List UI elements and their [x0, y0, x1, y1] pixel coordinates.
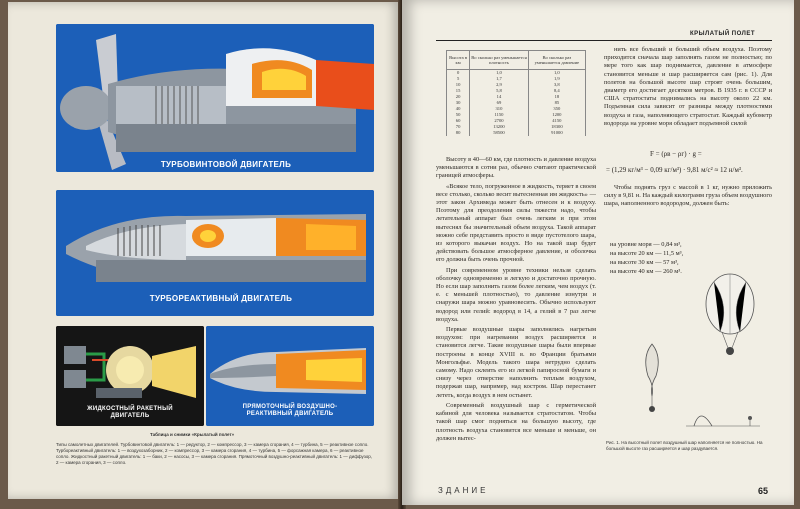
table-cell: 1,0: [470, 70, 529, 77]
table-cell: 0: [447, 70, 470, 77]
table-cell: 1,9: [528, 76, 585, 82]
table-cell: 18300: [528, 124, 585, 130]
text-column-1: [436, 156, 596, 484]
table-header: Во сколько раз уменьшается плотность: [470, 51, 529, 70]
table-cell: 350: [528, 106, 585, 112]
table-cell: 20: [447, 94, 470, 100]
table-cell: 15: [447, 88, 470, 94]
table-cell: 1200: [528, 112, 585, 118]
table-body: [447, 70, 586, 137]
page-number: 65: [758, 486, 769, 496]
list-item: на высоте 30 км — 57 м³,: [610, 259, 679, 266]
ground-balloon-icon: [686, 416, 760, 426]
text-column-2-continued: Чтобы поднять груз с массой в 1 кг, нужно приложить силу в 9,81 н. На каждый килограмм груза объем воздушного шара, наполненного водородом, должен быть:: [604, 184, 772, 208]
table-cell: 18: [528, 94, 585, 100]
turboprop-label: ТУРБОВИНТОВОЙ ДВИГАТЕЛЬ: [160, 160, 292, 169]
body-paragraph: Современный воздушный шар с герметической кабиной для человека называется стратостатом. Чтобы такой шар смог подняться на большую высоту, где плотность воздуха становится все меньше и меньше, он должен вытес-: [436, 401, 596, 442]
body-paragraph: нить все больший и больший объем воздуха. Поэтому приходится сначала шар заполнять газом не полностью; по мере того как шар поднимается, давление в атмосфере становится меньше и шар расширяется сам (рис. 1). Для полетов на большой высоте шар строят очень большим, диаметр его достигает десятков метров. В 1935 г. в СССР и США стратостаты поднимались на высоту около 22 км. Подъемная сила зависит от разницы между плотностями воздуха и газа, наполняющего стратостат. Каждый кубометр водорода на уровне моря обладает подъемной силой: [604, 46, 772, 127]
journal-name: ЗДАНИЕ: [438, 486, 489, 495]
table-cell: 30: [447, 100, 470, 106]
table-row: [447, 130, 586, 136]
table-cell: 14: [470, 94, 529, 100]
table-cell: 13200: [470, 124, 529, 130]
large-balloon-icon: [706, 274, 754, 355]
table-cell: 1,0: [528, 70, 585, 77]
list-item: на высоте 20 км — 11,5 м³,: [610, 250, 684, 257]
body-paragraph: Первые воздушные шары заполнялись нагретым воздухом: при нагревании воздух расширяется и становится легче. Такие воздушные шары были впервые построены в конце XVIII в. во Франции братьями Монгольфье. Модель такого шара нетрудно сделать самому. Надо склеить его из легкой папиросной бумаги и снизу через отверстие наполнить теплым воздухом, подержав шар, например, над костром. Шар перестанет лететь, когда воздух в нем остынет.: [436, 326, 596, 399]
table-cell: 69: [470, 100, 529, 106]
ramjet-illustration: [206, 326, 374, 426]
header-rule: [436, 40, 772, 41]
table-cell: 2,9: [470, 82, 529, 88]
table-cell: 10: [447, 82, 470, 88]
table-cell: 1150: [470, 112, 529, 118]
table-cell: 70: [447, 124, 470, 130]
liquid-rocket-label: ЖИДКОСТНЫЙ РАКЕТНЫЙ ДВИГАТЕЛЬ: [87, 406, 173, 419]
liquid-rocket-illustration: [56, 326, 204, 426]
turbojet-label: ТУРБОРЕАКТИВНЫЙ ДВИГАТЕЛЬ: [149, 294, 293, 303]
body-paragraph: «Всякое тело, погруженное в жидкость, теряет в своем весе столько, сколько весит вытесненная им жидкость» — этот закон Архимеда может быть отнесен и к воздуху. Поэтому для преодоления силы тяжести надо, чтобы летательный аппарат был очень легким и при этом вытеснял бы значительный объем воздуха. Такой аппарат можно себе представить просто в виде пустотелого шара, из которого выкачан воздух. Но на такой шар будет действовать большое атмосферное давление, и оболочка его должна быть очень прочной.: [436, 182, 596, 264]
running-head: КРЫЛАТЫЙ ПОЛЕТ: [690, 31, 756, 37]
turboprop-illustration: [56, 24, 374, 172]
table-cell: 1,7: [470, 76, 529, 82]
table-header: Во сколько раз уменьшается давление: [528, 51, 585, 70]
table-header: Высота в км: [447, 51, 470, 70]
small-balloon-icon: [646, 344, 659, 412]
table-cell: 40: [447, 106, 470, 112]
altitude-table: [446, 50, 586, 136]
table-cell: 85: [528, 100, 585, 106]
table-cell: 3,8: [528, 82, 585, 88]
left-caption-text: Типы самолетных двигателей. Турбовинтовой двигатель: 1 — редуктор, 2 — компрессор, 3 — камера сгорания, 4 — турбина, 5 — реактивное сопло. Турбореактивный двигатель: 1 — воздухозаборник, 2 — компрессор, 3 — камера сгорания, 4 — турбина, 5 — форсажная камера, 6 — реактивное сопло. Жидкостный ракетный двигатель: 1 — баки, 2 — насосы, 3 — камера сгорания. Прямоточный воздушно-реактивный двигатель: 1 — диффузор, 2 — камера сгорания, 3 — сопло.: [56, 442, 373, 465]
table-cell: 2700: [470, 118, 529, 124]
table-cell: 60: [447, 118, 470, 124]
table-cell: 58500: [470, 130, 529, 136]
figure-caption: Рис. 1. На высотный полет воздушный шар наполняется не полностью. На большой высоте газ расширяется и шар раздувается.: [606, 440, 763, 451]
text-column-2: [604, 46, 772, 146]
table-cell: 4150: [528, 118, 585, 124]
table-cell: 50: [447, 112, 470, 118]
turbojet-illustration: [56, 190, 374, 316]
formula-line-2: = (1,29 кг/м³ − 0,09 кг/м³) · 9,81 м/с² ≈ 12 н/м³.: [606, 166, 743, 174]
table-cell: 5: [447, 76, 470, 82]
table-cell: 8,4: [528, 88, 585, 94]
turboprop-engine-drawing: [56, 24, 374, 172]
left-caption-title: Таблица и снимки «Крылатый полет»: [150, 432, 235, 437]
list-item: на уровне моря — 0,84 м³,: [610, 241, 682, 248]
table-cell: 5,8: [470, 88, 529, 94]
ramjet-label: ПРЯМОТОЧНЫЙ ВОЗДУШНО-РЕАКТИВНЫЙ ДВИГАТЕЛЬ: [242, 404, 338, 417]
table-cell: 310: [470, 106, 529, 112]
table-cell: 91000: [528, 130, 585, 136]
list-item: на высоте 40 км — 260 м³.: [610, 268, 682, 275]
balloon-figure: [610, 256, 770, 436]
table-cell: 80: [447, 130, 470, 136]
formula-line-1: F = (ρв − ρг) · g =: [650, 150, 702, 158]
body-paragraph: При современном уровне техники нельзя сделать оболочку одновременно и легкую и достаточно прочную. Но если шар заполнить газом более легким, чем воздух (т. е. с меньшей плотностью), то давление изнутри и снаружи шара можно уравновесить. Обычно используют водород или гелий: водород в 14, а гелий в 7 раз легче воздуха.: [436, 266, 596, 323]
body-paragraph: Высоту в 40—60 км, где плотность и давление воздуха уменьшаются в сотни раз, обычно считают практической границей атмосферы.: [436, 156, 596, 180]
